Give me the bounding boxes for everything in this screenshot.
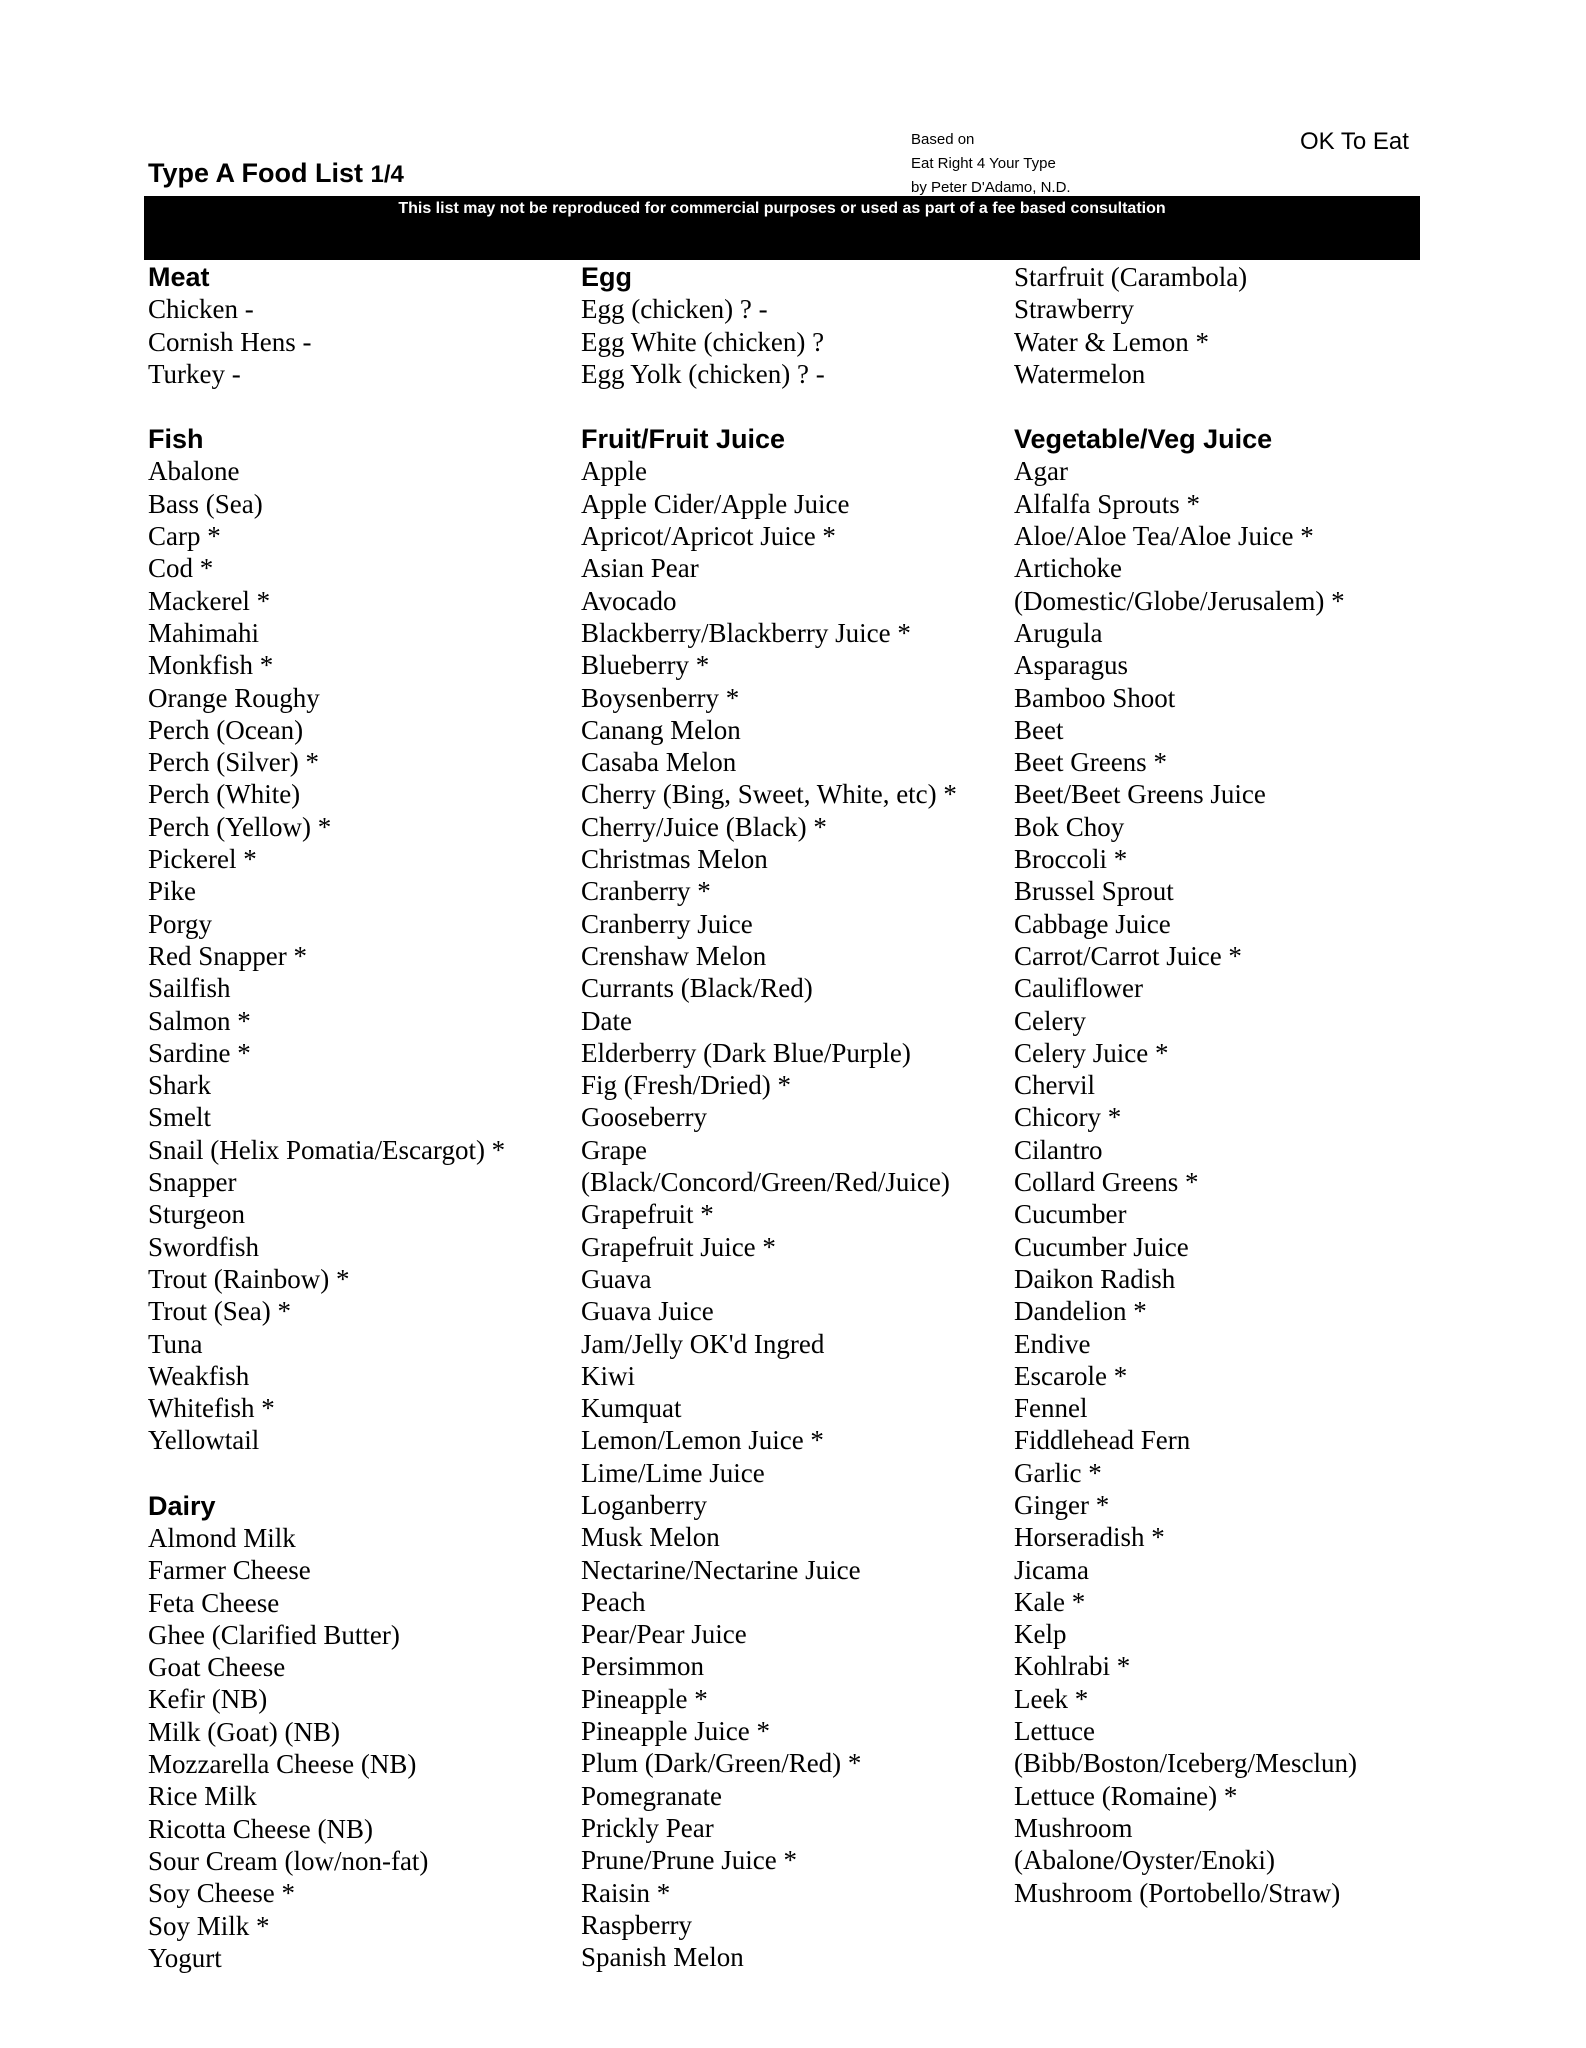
food-item: Fennel xyxy=(1014,1393,1088,1424)
food-item: Elderberry (Dark Blue/Purple) xyxy=(581,1037,911,1068)
food-item: Raspberry xyxy=(581,1909,692,1940)
food-item: Guava xyxy=(581,1263,652,1294)
food-item: Yogurt xyxy=(148,1942,222,1973)
source-credit xyxy=(911,128,1071,200)
status-label: OK To Eat xyxy=(1300,128,1409,155)
food-item: Beet Greens * xyxy=(1014,747,1167,778)
food-item: Carp * xyxy=(148,521,221,552)
column-3 xyxy=(1014,261,1414,1942)
food-item: Bok Choy xyxy=(1014,811,1125,842)
food-item: Leek * xyxy=(1014,1683,1089,1714)
food-item: Chervil xyxy=(1014,1070,1095,1101)
food-item: Beet xyxy=(1014,714,1064,745)
food-item: Kiwi xyxy=(581,1360,635,1391)
food-item: Yellowtail xyxy=(148,1425,260,1456)
food-item: Grape xyxy=(581,1134,647,1165)
source-line: by Peter D'Adamo, N.D. xyxy=(911,179,1071,196)
food-item: Currants (Black/Red) xyxy=(581,973,813,1004)
food-item: Sardine * xyxy=(148,1037,251,1068)
food-item: Mahimahi xyxy=(148,617,259,648)
food-category-section xyxy=(148,261,568,390)
food-item: Collard Greens * xyxy=(1014,1167,1199,1198)
food-item: Soy Cheese * xyxy=(148,1878,295,1909)
food-item: Brussel Sprout xyxy=(1014,876,1174,907)
food-item: Spanish Melon xyxy=(581,1942,744,1973)
food-item: Monkfish * xyxy=(148,650,274,681)
food-category-section xyxy=(148,423,568,1457)
food-category-section xyxy=(1014,261,1414,390)
food-item: Avocado xyxy=(581,585,677,616)
food-item: Snail (Helix Pomatia/Escargot) * xyxy=(148,1134,506,1165)
food-item: Prickly Pear xyxy=(581,1812,714,1843)
food-item: Milk (Goat) (NB) xyxy=(148,1716,340,1747)
food-item: Pear/Pear Juice xyxy=(581,1619,747,1650)
food-item: Porgy xyxy=(148,908,213,939)
food-item: Cod * xyxy=(148,553,214,584)
food-item: Canang Melon xyxy=(581,714,741,745)
food-category-section xyxy=(581,423,1001,1973)
food-item: Perch (Silver) * xyxy=(148,747,319,778)
food-item: Kale * xyxy=(1014,1586,1086,1617)
food-item: Watermelon xyxy=(1014,358,1146,389)
food-item: Kefir (NB) xyxy=(148,1684,268,1715)
food-item: Horseradish * xyxy=(1014,1522,1165,1553)
food-item: Trout (Rainbow) * xyxy=(148,1263,350,1294)
food-item: Weakfish xyxy=(148,1360,250,1391)
food-item: Asian Pear xyxy=(581,553,699,584)
food-item: Kumquat xyxy=(581,1393,682,1424)
food-items-list xyxy=(148,293,568,390)
food-item: Perch (Yellow) * xyxy=(148,811,332,842)
food-item: Pineapple Juice * xyxy=(581,1716,770,1747)
copyright-notice: This list may not be reproduced for commercial purposes or used as part of a fee based consultation xyxy=(398,200,1166,217)
food-item: Turkey - xyxy=(148,358,241,389)
food-item: Jicama xyxy=(1014,1554,1089,1585)
food-item: Jam/Jelly OK'd Ingred xyxy=(581,1328,825,1359)
food-item: Grapefruit * xyxy=(581,1199,714,1230)
category-heading: Egg xyxy=(581,262,632,292)
food-item: Carrot/Carrot Juice * xyxy=(1014,940,1242,971)
food-item: Fig (Fresh/Dried) * xyxy=(581,1070,791,1101)
food-item: Egg Yolk (chicken) ? - xyxy=(581,358,825,389)
food-item: Nectarine/Nectarine Juice xyxy=(581,1554,861,1585)
food-item: Whitefish * xyxy=(148,1393,275,1424)
food-item: Trout (Sea) * xyxy=(148,1296,292,1327)
food-item: Sailfish xyxy=(148,973,231,1004)
title-text: Type A Food List xyxy=(148,158,363,188)
food-item: Pomegranate xyxy=(581,1780,722,1811)
food-item: Loganberry xyxy=(581,1489,707,1520)
source-line: Based on xyxy=(911,131,975,148)
food-item: Artichoke xyxy=(1014,553,1122,584)
food-item: Boysenberry * xyxy=(581,682,740,713)
food-item: Celery xyxy=(1014,1005,1086,1036)
food-items-list xyxy=(1014,261,1414,390)
food-item: Asparagus xyxy=(1014,650,1128,681)
food-item: Red Snapper * xyxy=(148,940,307,971)
food-item: (Domestic/Globe/Jerusalem) * xyxy=(1014,585,1345,616)
food-item: Dandelion * xyxy=(1014,1296,1147,1327)
food-item: Mackerel * xyxy=(148,585,271,616)
food-item: Chicken - xyxy=(148,294,254,325)
food-item: Smelt xyxy=(148,1102,212,1133)
food-item: Cranberry * xyxy=(581,876,711,907)
food-item: Cucumber xyxy=(1014,1199,1127,1230)
food-item: Agar xyxy=(1014,456,1068,487)
food-item: Arugula xyxy=(1014,617,1103,648)
food-item: Escarole * xyxy=(1014,1360,1128,1391)
food-item: Soy Milk * xyxy=(148,1910,270,1941)
food-item: Blackberry/Blackberry Juice * xyxy=(581,617,911,648)
food-item: Cauliflower xyxy=(1014,973,1143,1004)
food-item: Salmon * xyxy=(148,1005,251,1036)
food-item: (Abalone/Oyster/Enoki) xyxy=(1014,1845,1275,1876)
column-2 xyxy=(581,261,1001,2006)
category-heading: Fish xyxy=(148,424,204,455)
food-item: Ricotta Cheese (NB) xyxy=(148,1813,373,1844)
food-item: Feta Cheese xyxy=(148,1587,280,1618)
food-items-list xyxy=(581,455,1001,1973)
food-item: Persimmon xyxy=(581,1651,705,1682)
food-item: Abalone xyxy=(148,456,240,487)
food-item: Celery Juice * xyxy=(1014,1037,1169,1068)
food-items-list xyxy=(1014,455,1414,1908)
category-heading: Fruit/Fruit Juice xyxy=(581,424,786,455)
food-item: Cilantro xyxy=(1014,1134,1103,1165)
food-item: Perch (Ocean) xyxy=(148,714,304,745)
food-item: Alfalfa Sprouts * xyxy=(1014,488,1200,519)
food-item: (Black/Concord/Green/Red/Juice) xyxy=(581,1167,950,1198)
food-item: Casaba Melon xyxy=(581,747,737,778)
food-item: Ghee (Clarified Butter) xyxy=(148,1619,400,1650)
food-item: Sour Cream (low/non-fat) xyxy=(148,1845,429,1876)
food-item: (Bibb/Boston/Iceberg/Mesclun) xyxy=(1014,1748,1357,1779)
food-item: Beet/Beet Greens Juice xyxy=(1014,779,1266,810)
food-item: Blueberry * xyxy=(581,650,710,681)
food-item: Gooseberry xyxy=(581,1102,707,1133)
food-item: Christmas Melon xyxy=(581,844,768,875)
food-item: Raisin * xyxy=(581,1877,671,1908)
category-heading: Vegetable/Veg Juice xyxy=(1014,424,1273,455)
page-fraction: 1/4 xyxy=(370,161,404,188)
food-item: Swordfish xyxy=(148,1231,260,1262)
food-item: Egg (chicken) ? - xyxy=(581,294,768,325)
food-item: Goat Cheese xyxy=(148,1652,286,1683)
food-items-list xyxy=(148,455,568,1456)
page-title xyxy=(148,158,404,189)
food-item: Cabbage Juice xyxy=(1014,908,1171,939)
source-line: Eat Right 4 Your Type xyxy=(911,155,1056,172)
food-item: Apricot/Apricot Juice * xyxy=(581,521,836,552)
food-item: Lettuce (Romaine) * xyxy=(1014,1780,1238,1811)
food-item: Date xyxy=(581,1005,632,1036)
food-item: Cornish Hens - xyxy=(148,326,312,357)
food-item: Garlic * xyxy=(1014,1457,1102,1488)
food-item: Mushroom xyxy=(1014,1812,1133,1843)
food-item: Aloe/Aloe Tea/Aloe Juice * xyxy=(1014,521,1314,552)
food-item: Pike xyxy=(148,876,197,907)
food-category-section xyxy=(581,261,1001,390)
food-items-list xyxy=(581,293,1001,390)
food-item: Cranberry Juice xyxy=(581,908,753,939)
food-item: Tuna xyxy=(148,1328,203,1359)
food-item: Lemon/Lemon Juice * xyxy=(581,1425,824,1456)
food-item: Shark xyxy=(148,1070,211,1101)
food-item: Chicory * xyxy=(1014,1102,1122,1133)
food-item: Orange Roughy xyxy=(148,682,320,713)
category-heading: Meat xyxy=(148,262,210,292)
food-item: Broccoli * xyxy=(1014,844,1128,875)
food-category-section xyxy=(1014,423,1414,1909)
column-1 xyxy=(148,261,568,2007)
food-item: Ginger * xyxy=(1014,1489,1110,1520)
food-item: Guava Juice xyxy=(581,1296,714,1327)
food-item: Egg White (chicken) ? xyxy=(581,326,825,357)
food-item: Musk Melon xyxy=(581,1522,720,1553)
food-item: Crenshaw Melon xyxy=(581,940,767,971)
food-item: Apple xyxy=(581,456,647,487)
food-item: Farmer Cheese xyxy=(148,1555,311,1586)
food-category-section xyxy=(148,1490,568,1974)
food-item: Pickerel * xyxy=(148,844,257,875)
food-item: Strawberry xyxy=(1014,294,1134,325)
food-item: Perch (White) xyxy=(148,779,301,810)
food-items-list xyxy=(148,1522,568,1974)
food-item: Endive xyxy=(1014,1328,1091,1359)
food-item: Apple Cider/Apple Juice xyxy=(581,488,850,519)
food-item: Grapefruit Juice * xyxy=(581,1231,776,1262)
food-item: Mozzarella Cheese (NB) xyxy=(148,1749,417,1780)
food-item: Kohlrabi * xyxy=(1014,1651,1131,1682)
food-item: Starfruit (Carambola) xyxy=(1014,262,1248,292)
food-item: Prune/Prune Juice * xyxy=(581,1845,797,1876)
food-item: Pineapple * xyxy=(581,1683,708,1714)
copyright-banner xyxy=(144,196,1420,260)
food-item: Bass (Sea) xyxy=(148,488,263,519)
food-item: Lime/Lime Juice xyxy=(581,1457,765,1488)
food-item: Lettuce xyxy=(1014,1716,1095,1747)
food-item: Almond Milk xyxy=(148,1522,296,1553)
food-item: Water & Lemon * xyxy=(1014,326,1210,357)
food-item: Bamboo Shoot xyxy=(1014,682,1176,713)
food-item: Peach xyxy=(581,1586,646,1617)
food-item: Fiddlehead Fern xyxy=(1014,1425,1191,1456)
food-item: Sturgeon xyxy=(148,1199,246,1230)
food-item: Cucumber Juice xyxy=(1014,1231,1189,1262)
food-item: Cherry/Juice (Black) * xyxy=(581,811,827,842)
food-item: Daikon Radish xyxy=(1014,1263,1176,1294)
category-heading: Dairy xyxy=(148,1490,216,1521)
food-item: Cherry (Bing, Sweet, White, etc) * xyxy=(581,779,957,810)
food-item: Plum (Dark/Green/Red) * xyxy=(581,1748,862,1779)
food-item: Mushroom (Portobello/Straw) xyxy=(1014,1877,1341,1908)
food-item: Rice Milk xyxy=(148,1781,257,1812)
food-item: Snapper xyxy=(148,1167,237,1198)
food-item: Kelp xyxy=(1014,1619,1067,1650)
